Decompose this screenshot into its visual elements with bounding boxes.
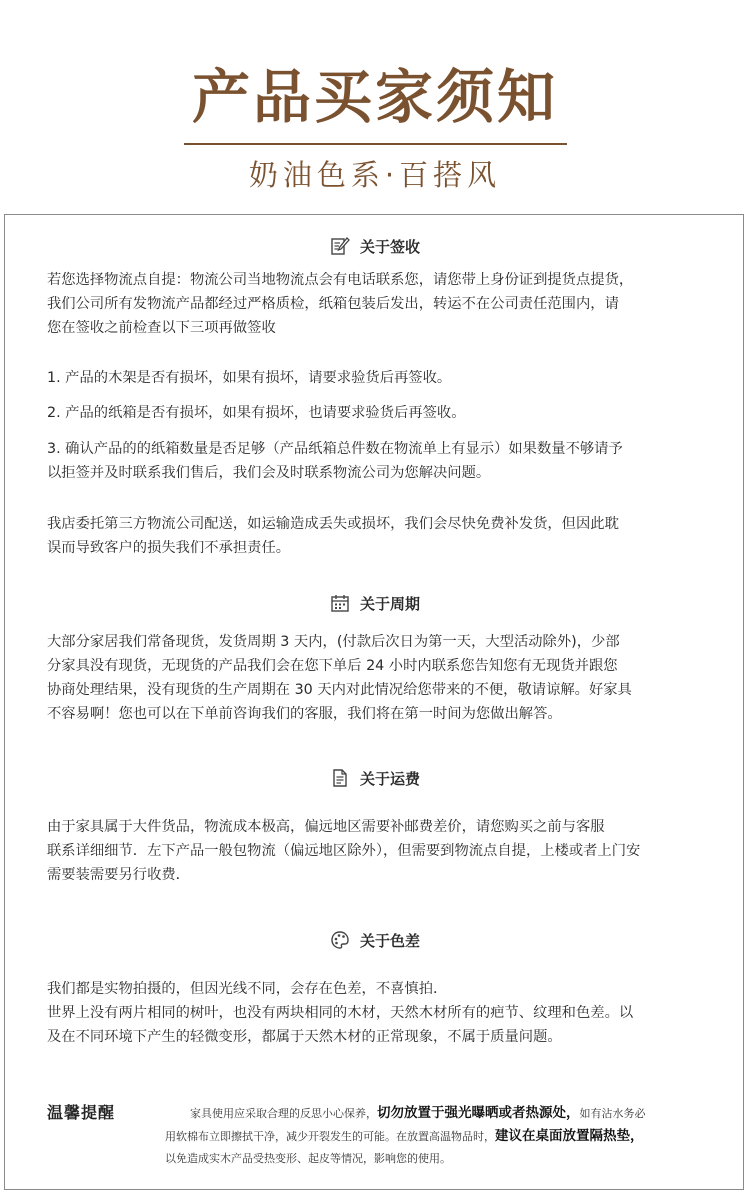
text-line: 联系详细细节．左下产品一般包物流（偏远地区除外），但需要到物流点自提，上楼或者上门安 [47,843,641,859]
tips-emphasis: 切勿放置于强光曝晒或者热源处， [377,1105,580,1121]
section-heading-label: 关于运费 [359,769,420,788]
tips-line-1 [165,1102,715,1125]
tips-line-2 [165,1125,715,1148]
section-heading-signing [0,233,750,259]
text-line: 若您选择物流点自提：物流公司当地物流点会有电话联系您，请您带上身份证到提货点提货， [47,272,634,288]
section-heading-color [0,927,750,953]
pen-paper-icon [330,236,350,256]
text-line: 误而导致客户的损失我们不承担责任。 [47,540,291,556]
text-line: 1. 产品的木架是否有损坏，如果有损坏，请要求验货后再签收。 [47,370,452,386]
color-paragraph [47,977,707,1049]
text-line: 大部分家居我们常备现货，发货周期 3 天内，(付款后次日为第一天，大型活动除外)，少部 [47,634,620,650]
text-line: 您在签收之前检查以下三项再做签收 [47,320,276,336]
text-line: 2. 产品的纸箱是否有损坏，如果有损坏，也请要求验货后再签收。 [47,405,466,421]
text-line: 我们公司所有发物流产品都经过严格质检，纸箱包装后发出，转运不在公司责任范围内，请 [47,296,619,312]
text-line: 协商处理结果，没有现货的生产周期在 30 天内对此情况给您带来的不便，敬请谅解。好家具 [47,682,632,698]
text-line: 及在不同环境下产生的轻微变形，都属于天然木材的正常现象，不属于质量问题。 [47,1029,562,1045]
signing-item-1 [47,366,707,390]
section-heading-shipping [0,765,750,791]
text-line: 不容易啊！您也可以在下单前咨询我们的客服，我们将在第一时间为您做出解答。 [47,706,562,722]
text-line: 以拒签并及时联系我们售后，我们会及时联系物流公司为您解决问题。 [47,465,491,481]
text-line: 世界上没有两片相同的树叶，也没有两块相同的木材，天然木材所有的疤节、纹理和色差。以 [47,1005,634,1021]
tips-emphasis: 建议在桌面放置隔热垫， [495,1128,644,1144]
section-heading-label: 关于色差 [359,931,420,950]
palette-icon [330,930,350,950]
page-subtitle: 奶油色系·百搭风 [248,158,502,192]
text-line: 3. 确认产品的的纸箱数量是否足够（产品纸箱总件数在物流单上有显示）如果数量不够请予 [47,441,623,457]
tips-body [165,1102,715,1170]
section-heading-label: 关于签收 [359,237,420,256]
tips-text: 如有沾水务必 [579,1107,646,1120]
page-header [0,0,750,215]
text-line: 由于家具属于大件货品，物流成本极高，偏远地区需要补邮费差价，请您购买之前与客服 [47,819,605,835]
text-line: 分家具没有现货，无现货的产品我们会在您下单后 24 小时内联系您告知您有无现货并跟您 [47,658,618,674]
tips-text: 用软棉布立即擦拭干净，减少开裂发生的可能。在放置高温物品时， [165,1130,495,1143]
section-heading-cycle [0,590,750,616]
text-line: 需要装需要另行收费． [47,867,190,883]
signing-item-3 [47,437,707,485]
tips-text: 家具使用应采取合理的反思小心保养， [190,1107,377,1120]
title-divider [184,143,567,145]
signing-paragraph-pickup [47,268,707,340]
text-line: 我店委托第三方物流公司配送，如运输造成丢失或损坏，我们会尽快免费补发货，但因此耽 [47,516,619,532]
document-icon [330,768,350,788]
signing-item-2 [47,401,707,425]
cycle-paragraph [47,630,707,726]
tips-line-3: 以免造成实木产品受热变形、起皮等情况，影响您的使用。 [165,1152,451,1165]
shipping-paragraph [47,815,707,887]
page-title: 产品买家须知 [191,63,558,131]
calendar-icon [330,593,350,613]
section-heading-label: 关于周期 [359,594,420,613]
text-line: 我们都是实物拍摄的，但因光线不同，会存在色差，不喜慎拍． [47,981,448,997]
signing-paragraph-liability [47,512,707,560]
tips-title: 温馨提醒 [47,1103,116,1122]
